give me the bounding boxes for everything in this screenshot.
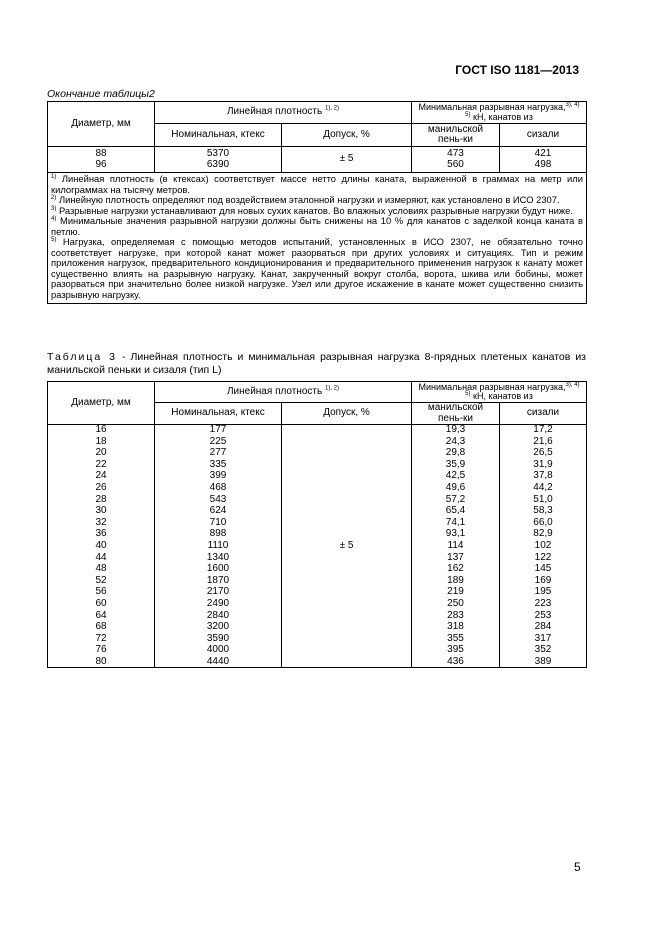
sisal-cell: 389 — [500, 656, 587, 668]
footnote: $^{5)}$ Нагрузка, определяемая с помощью методов испытаний, установленных в ИСО 2307, не обязательно точно соответствует нагрузке, при которой канат может разорваться при других условиях и ситуациях. Тип и режим приложения нагрузок, предварительного кондиционирования и предварительного применения нагрузок к канату может существенно влиять на разрывную нагрузку. Канат, закрученный вокруг столба, ворота, шкива или бобины, может разорваться при значительно более низкой нагрузке. Узел или другое искажение в канате может существенно снизить разрывную нагрузку. — [51, 236, 584, 300]
manila-cell: 162 — [412, 564, 500, 576]
nominal-cell: 468 — [155, 482, 282, 494]
sisal-cell: 21,6 — [500, 436, 587, 448]
tolerance-header: Допуск, % — [282, 124, 412, 147]
manila-cell: 473 560 — [412, 147, 500, 173]
manila-cell: 35,9 — [412, 459, 500, 471]
nominal-header: Номинальная, ктекс — [155, 403, 282, 425]
sisal-cell: 421 498 — [500, 147, 587, 173]
diameter-cell: 22 — [48, 459, 155, 471]
nominal-header: Номинальная, ктекс — [155, 124, 282, 147]
page-number: 5 — [574, 860, 581, 874]
diameter-cell: 32 — [48, 517, 155, 529]
sisal-cell: 17,2 — [500, 425, 587, 437]
linear-density-header: Линейная плотность $^{1), 2)}$ — [155, 382, 412, 403]
sisal-header: сизали — [500, 403, 587, 425]
manila-cell: 74,1 — [412, 517, 500, 529]
nominal-cell: 2490 — [155, 598, 282, 610]
tolerance-cell: ± 5 — [282, 425, 412, 668]
nominal-cell: 3200 — [155, 622, 282, 634]
manila-cell: 189 — [412, 575, 500, 587]
diameter-cell: 88 96 — [48, 147, 155, 173]
diameter-cell: 40 — [48, 540, 155, 552]
nominal-cell: 225 — [155, 436, 282, 448]
manila-cell: 137 — [412, 552, 500, 564]
manila-header: манильской пень-ки — [412, 124, 500, 147]
diameter-cell: 72 — [48, 633, 155, 645]
diameter-header: Диаметр, мм — [48, 102, 155, 147]
manila-cell: 436 — [412, 656, 500, 668]
nominal-cell: 2840 — [155, 610, 282, 622]
sisal-cell: 223 — [500, 598, 587, 610]
nominal-cell: 4440 — [155, 656, 282, 668]
manila-cell: 24,3 — [412, 436, 500, 448]
document-header: ГОСТ ISO 1181—2013 — [455, 63, 579, 77]
diameter-cell: 68 — [48, 622, 155, 634]
sisal-cell: 102 — [500, 540, 587, 552]
nominal-cell: 277 — [155, 448, 282, 460]
tolerance-header: Допуск, % — [282, 403, 412, 425]
diameter-cell: 56 — [48, 587, 155, 599]
diameter-cell: 24 — [48, 471, 155, 483]
diameter-cell: 80 — [48, 656, 155, 668]
nominal-cell: 543 — [155, 494, 282, 506]
diameter-cell: 52 — [48, 575, 155, 587]
manila-cell: 93,1 — [412, 529, 500, 541]
table-3 — [47, 381, 587, 668]
manila-cell: 114 — [412, 540, 500, 552]
nominal-cell: 4000 — [155, 645, 282, 657]
manila-cell: 283 — [412, 610, 500, 622]
manila-cell: 65,4 — [412, 506, 500, 518]
sisal-cell: 58,3 — [500, 506, 587, 518]
nominal-cell: 177 — [155, 425, 282, 437]
manila-cell: 42,5 — [412, 471, 500, 483]
diameter-cell: 44 — [48, 552, 155, 564]
manila-cell: 29,8 — [412, 448, 500, 460]
linear-density-header: Линейная плотность $^{1), 2)}$ — [155, 102, 412, 124]
nominal-cell: 1870 — [155, 575, 282, 587]
manila-cell: 395 — [412, 645, 500, 657]
manila-cell: 219 — [412, 587, 500, 599]
sisal-cell: 352 — [500, 645, 587, 657]
nominal-cell: 1600 — [155, 564, 282, 576]
diameter-cell: 16 — [48, 425, 155, 437]
manila-cell: 57,2 — [412, 494, 500, 506]
diameter-cell: 18 — [48, 436, 155, 448]
sisal-cell: 169 — [500, 575, 587, 587]
sisal-cell: 31,9 — [500, 459, 587, 471]
diameter-cell: 26 — [48, 482, 155, 494]
manila-cell: 318 — [412, 622, 500, 634]
sisal-cell: 26,5 — [500, 448, 587, 460]
nominal-cell: 1340 — [155, 552, 282, 564]
sisal-cell: 253 — [500, 610, 587, 622]
diameter-header: Диаметр, мм — [48, 382, 155, 425]
table-notes — [48, 173, 587, 304]
tolerance-cell: ± 5 — [282, 147, 412, 173]
breaking-load-header: Минимальная разрывная нагрузка,$^{3), 4)}$ $^{5)}$ кН, канатов из — [412, 102, 587, 124]
sisal-cell: 82,9 — [500, 529, 587, 541]
sisal-cell: 122 — [500, 552, 587, 564]
diameter-cell: 20 — [48, 448, 155, 460]
nominal-cell: 2170 — [155, 587, 282, 599]
diameter-cell: 64 — [48, 610, 155, 622]
nominal-cell: 399 — [155, 471, 282, 483]
nominal-cell: 710 — [155, 517, 282, 529]
sisal-cell: 44,2 — [500, 482, 587, 494]
table-continuation-caption: Окончание таблицы2 — [47, 88, 155, 100]
sisal-cell: 145 — [500, 564, 587, 576]
manila-header: манильской пень-ки — [412, 403, 500, 425]
diameter-cell: 60 — [48, 598, 155, 610]
footnote: $^{1)}$ Линейная плотность (в ктексах) соответствует массе нетто длины каната, выраженной в граммах на метр или килограммах на тысячу метров. — [51, 173, 583, 195]
manila-cell: 355 — [412, 633, 500, 645]
diameter-cell: 28 — [48, 494, 155, 506]
nominal-cell: 624 — [155, 506, 282, 518]
diameter-cell: 30 — [48, 506, 155, 518]
sisal-cell: 195 — [500, 587, 587, 599]
sisal-cell: 51,0 — [500, 494, 587, 506]
table-2-end — [47, 101, 587, 304]
manila-cell: 49,6 — [412, 482, 500, 494]
manila-cell: 250 — [412, 598, 500, 610]
sisal-header: сизали — [500, 124, 587, 147]
sisal-cell: 37,8 — [500, 471, 587, 483]
diameter-cell: 36 — [48, 529, 155, 541]
footnote: $^{3)}$ Разрывные нагрузки устанавливают для новых сухих канатов. Во влажных условиях разрывные нагрузки будут ниже. — [51, 204, 573, 216]
sisal-cell: 284 — [500, 622, 587, 634]
table-3-body — [48, 425, 587, 668]
manila-cell: 19,3 — [412, 425, 500, 437]
breaking-load-header: Минимальная разрывная нагрузка,$^{3), 4)}$ $^{5)}$ кН, канатов из — [412, 382, 587, 403]
nominal-cell: 335 — [155, 459, 282, 471]
sisal-cell: 317 — [500, 633, 587, 645]
sisal-cell: 66,0 — [500, 517, 587, 529]
nominal-cell: 3590 — [155, 633, 282, 645]
nominal-cell: 1110 — [155, 540, 282, 552]
footnote: $^{4)}$ Минимальные значения разрывной нагрузки должны быть снижены на 10 % для канатов с заделкой конца каната в петлю. — [51, 215, 583, 237]
nominal-cell: 898 — [155, 529, 282, 541]
diameter-cell: 76 — [48, 645, 155, 657]
nominal-cell: 5370 6390 — [155, 147, 282, 173]
table-3-caption: Таблица 3 - Линейная плотность и минимальная разрывная нагрузка 8-прядных плетеных канатов из манильской пеньки и сизаля (тип L) — [47, 351, 586, 376]
diameter-cell: 48 — [48, 564, 155, 576]
table-row — [48, 425, 587, 437]
footnote: $^{2)}$ Линейную плотность определяют под воздействием эталонной нагрузки и измеряют, как установлено в ИСО 2307. — [51, 194, 560, 205]
